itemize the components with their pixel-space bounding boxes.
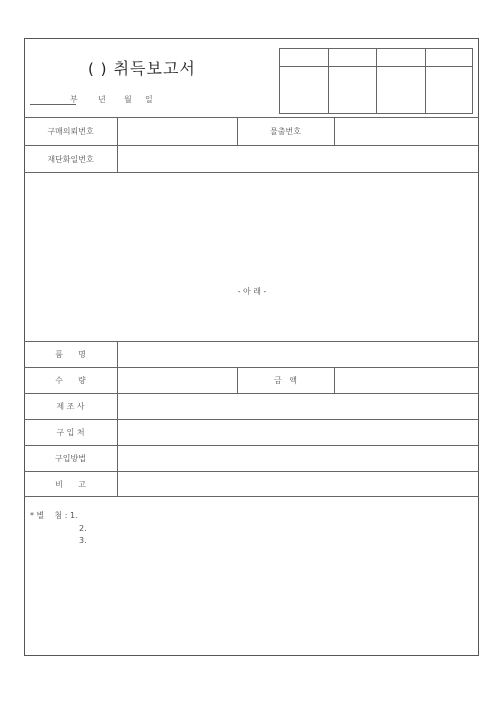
approval-box bbox=[279, 48, 473, 114]
rule-4 bbox=[24, 341, 479, 342]
attachment-item: 3. bbox=[79, 536, 87, 545]
label-purchase-request-no: 구매의뢰번호 bbox=[47, 127, 94, 136]
divider-top-right bbox=[334, 117, 335, 145]
attachment-row-2 bbox=[30, 523, 87, 536]
label-asset-file-no: 재단화일번호 bbox=[47, 155, 94, 164]
label-amount: 금 액 bbox=[273, 376, 298, 385]
document-title bbox=[88, 56, 196, 79]
date-year-unit: 년 bbox=[98, 95, 106, 104]
approval-divider-3 bbox=[425, 49, 426, 113]
label-item-name: 품 명 bbox=[55, 350, 86, 359]
title-paren: ( ) bbox=[88, 60, 108, 78]
attachment-item: 2. bbox=[79, 523, 87, 533]
rule-2 bbox=[24, 145, 479, 146]
rule-7 bbox=[24, 419, 479, 420]
rule-1 bbox=[24, 117, 479, 118]
attachment-item: 1. bbox=[69, 511, 78, 520]
rule-10 bbox=[24, 496, 479, 497]
attachment-label: * 별 첨 : bbox=[30, 511, 68, 520]
approval-divider-1 bbox=[328, 49, 329, 113]
divider-qty-right bbox=[334, 367, 335, 393]
approval-divider-2 bbox=[376, 49, 377, 113]
title-text: 취득보고서 bbox=[113, 59, 196, 78]
rule-9 bbox=[24, 471, 479, 472]
attachment-row-3 bbox=[30, 535, 87, 548]
date-day: 일 bbox=[145, 95, 153, 104]
rule-6 bbox=[24, 393, 479, 394]
rule-3 bbox=[24, 172, 479, 173]
rule-8 bbox=[24, 445, 479, 446]
date-month: 월 bbox=[124, 95, 132, 104]
label-remarks: 비 고 bbox=[55, 480, 86, 489]
label-manufacturer: 제 조 사 bbox=[56, 402, 85, 411]
divider-top-label bbox=[117, 117, 118, 172]
label-purchase-method: 구입방법 bbox=[55, 454, 86, 463]
date-year: 부 bbox=[70, 95, 78, 104]
attachment-row-1 bbox=[30, 510, 87, 523]
label-property-no: 물출번호 bbox=[270, 127, 301, 136]
label-supplier: 구 입 처 bbox=[56, 428, 85, 437]
attachments bbox=[30, 510, 87, 548]
notice-text: - 아 래 - bbox=[237, 287, 267, 296]
divider-bottom-label bbox=[117, 341, 118, 496]
rule-5 bbox=[24, 367, 479, 368]
label-quantity: 수 량 bbox=[55, 376, 86, 385]
